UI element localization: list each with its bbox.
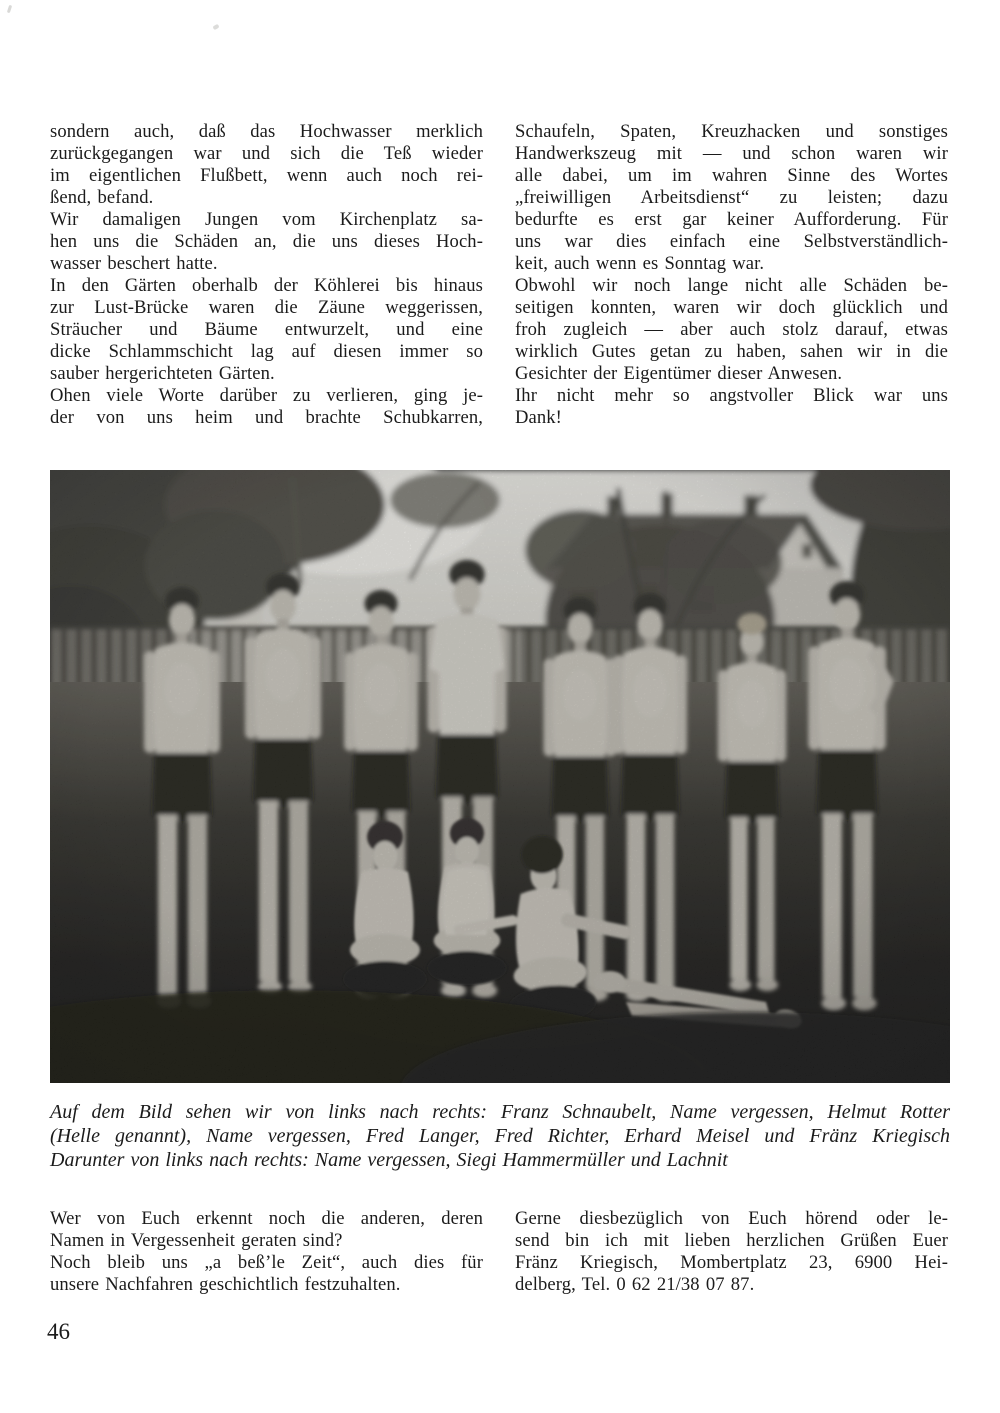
text-line: Namen in Vergessenheit geraten sind? — [50, 1230, 343, 1251]
text-line: Gesichter der Eigentümer dieser Anwesen. — [515, 363, 843, 384]
caption-line: (Helle genannt), Name vergessen, Fred Langer, Fred Richter, Erhard Meisel und Fränz Kriegisch — [50, 1125, 950, 1147]
text-line: Noch bleib uns „a beß’le Zeit“, auch dies für — [50, 1252, 483, 1273]
scan-speck — [7, 5, 12, 14]
text-line: Gerne diesbezüglich von Euch hörend oder le- — [515, 1208, 948, 1229]
photo-grain-light — [50, 470, 950, 1083]
text-line: In den Gärten oberhalb der Köhlerei bis hinaus — [50, 275, 483, 296]
contact-column — [515, 1208, 948, 1296]
text-line: Dank! — [515, 407, 562, 428]
body-text-column-right — [515, 121, 948, 429]
text-line: sondern auch, daß das Hochwasser merklich — [50, 121, 483, 142]
text-line: Fränz Kriegisch, Mombertplatz 23, 6900 Hei- — [515, 1252, 948, 1273]
text-line: Handwerkszeug mit — und schon waren wir — [515, 143, 948, 164]
text-line: hen uns die Schäden an, die uns dieses Hoch- — [50, 231, 483, 252]
text-line: im eigentlichen Flußbett, wenn auch noch rei- — [50, 165, 483, 186]
text-line: send bin ich mit lieben herzlichen Grüßen Euer — [515, 1230, 948, 1251]
text-line: Schaufeln, Spaten, Kreuzhacken und sonstiges — [515, 121, 948, 142]
page-number: 46 — [47, 1319, 70, 1344]
text-line: froh zugleich — aber auch stolz darauf, etwas — [515, 319, 948, 340]
text-line: dicke Schlammschicht lag auf diesen immer so — [50, 341, 483, 362]
text-line: seitigen konnten, waren wir doch glücklich und — [515, 297, 948, 318]
photo-caption — [50, 1100, 950, 1172]
text-line: bedurfte es erst gar keiner Aufforderung. Für — [515, 209, 948, 230]
text-line: alle dabei, um im wahren Sinne des Wortes — [515, 165, 948, 186]
body-text-column-left — [50, 121, 483, 429]
text-line: Ihr nicht mehr so angstvoller Blick war uns — [515, 385, 948, 406]
text-line: delberg, Tel. 0 62 21/38 07 87. — [515, 1274, 755, 1295]
scan-speck — [212, 24, 219, 30]
text-line: keit, auch wenn es Sonntag war. — [515, 253, 765, 274]
text-line: der von uns heim und brachte Schubkarren, — [50, 407, 483, 428]
text-line: zurückgegangen war und sich die Teß wieder — [50, 143, 483, 164]
text-line: Wer von Euch erkennt noch die anderen, deren — [50, 1208, 483, 1229]
reader-question-column — [50, 1208, 483, 1296]
caption-line: Auf dem Bild sehen wir von links nach rechts: Franz Schnaubelt, Name vergessen, Helmut Rotter — [50, 1101, 950, 1123]
text-line: wirklich Gutes getan zu haben, sahen wir in die — [515, 341, 948, 362]
text-line: sauber hergerichteten Gärten. — [50, 363, 275, 384]
group-photo-illustration — [50, 470, 950, 1083]
caption-line: Darunter von links nach rechts: Name vergessen, Siegi Hammermüller und Lachnit — [50, 1149, 728, 1171]
text-line: Obwohl wir noch lange nicht alle Schäden be- — [515, 275, 948, 296]
text-line: Sträucher und Bäume entwurzelt, und eine — [50, 319, 483, 340]
text-line: Ohen viele Worte darüber zu verlieren, ging je- — [50, 385, 483, 406]
text-line: „freiwilligen Arbeitsdienst“ zu leisten; dazu — [515, 187, 948, 208]
text-line: unsere Nachfahren geschichtlich festzuhalten. — [50, 1274, 401, 1295]
text-line: ßend, befand. — [50, 187, 154, 208]
text-line: Wir damaligen Jungen vom Kirchenplatz sa- — [50, 209, 483, 230]
text-line: zur Lust-Brücke waren die Zäune weggerissen, — [50, 297, 483, 318]
text-line: uns war dies einfach eine Selbstverständlich- — [515, 231, 948, 252]
group-photo — [50, 470, 950, 1083]
text-line: wasser beschert hatte. — [50, 253, 218, 274]
